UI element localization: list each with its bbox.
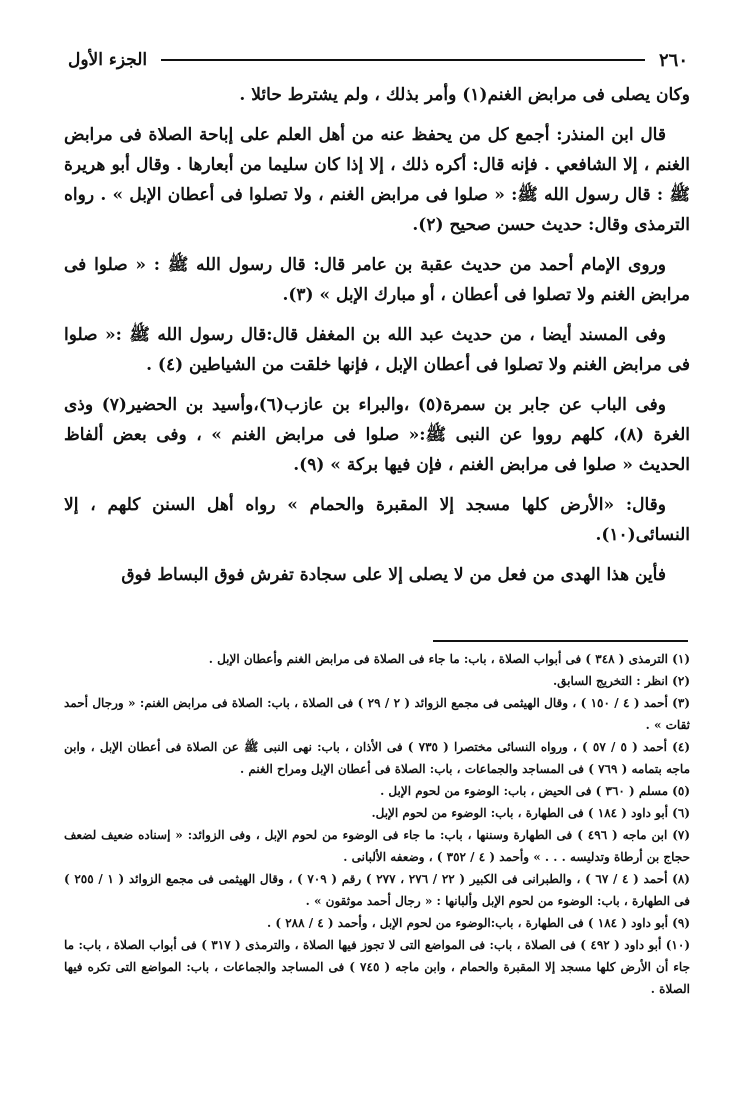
running-header (68, 44, 688, 76)
page-number: ٢٦٠ (658, 49, 688, 71)
footnote: (٤) أحمد ( ٥ / ٥٧ ) ، ورواه النسائى مختصرا ( ٧٣٥ ) فى الأذان ، باب: نهى النبى ﷺ عن الصلاة فى أعطان الإبل ، وابن ماجه بتمامه ( ٧٦٩ ) فى المساجد والجماعات ، باب: الصلاة فى أعطان الإبل ومراح الغنم . (64, 740, 690, 776)
footnote: (٧) ابن ماجه ( ٤٩٦ ) فى الطهارة وسننها ، باب: ما جاء فى الوضوء من لحوم الإبل ، وفى الزوائد: « إسناده ضعيف لضعف حجاج بن أرطاة وتدليسه . . . » وأحمد ( ٤ / ٣٥٢ ) ، وضعفه الألبانى . (64, 828, 691, 864)
part-title: الجزء الأول (68, 50, 148, 70)
main-text (64, 80, 690, 600)
footnote: (١) الترمذى ( ٣٤٨ ) فى أبواب الصلاة ، باب: ما جاء فى الصلاة فى مرابض الغنم وأعطان الإبل . (208, 652, 690, 666)
header-rule (161, 59, 645, 61)
paragraph: وقال: «الأرض كلها مسجد إلا المقبرة والحمام » رواه أهل السنن كلهم ، إلا النسائى(١٠). (64, 495, 690, 545)
paragraph: فأين هذا الهدى من فعل من لا يصلى إلا على سجادة تفرش فوق البساط فوق (121, 565, 666, 585)
paragraph: قال ابن المنذر: أجمع كل من يحفظ عنه من أهل العلم على إباحة الصلاة فى مرابض الغنم ، إلا الشافعي . فإنه قال: أكره ذلك ، إلا إذا كان سليما من أبعارها . وقال أبو هريرة ﷺ : قال رسول الله ﷺ: « صلوا فى مرابض الغنم ، ولا تصلوا فى أعطان الإبل » . رواه الترمذى وقال: حديث حسن صحيح (٢). (64, 125, 690, 235)
paragraph: وروى الإمام أحمد من حديث عقبة بن عامر قال: قال رسول الله ﷺ : « صلوا فى مرابض الغنم ولا تصلوا فى أعطان ، أو مبارك الإبل » (٣). (64, 255, 690, 305)
footnote: (٣) أحمد ( ٤ / ١٥٠ ) ، وقال الهيثمى فى مجمع الزوائد ( ٢ / ٢٩ ) فى الصلاة ، باب: الصلاة فى مرابض الغنم: « ورجال أحمد ثقات » . (64, 696, 690, 732)
paragraph: وكان يصلى فى مرابض الغنم(١) وأمر بذلك ، ولم يشترط حائلا . (239, 85, 690, 105)
paragraph: وفى المسند أيضا ، من حديث عبد الله بن المغفل قال:قال رسول الله ﷺ :« صلوا فى مرابض الغنم ولا تصلوا فى أعطان الإبل ، فإنها خلقت من الشياطين (٤) . (64, 325, 690, 375)
footnote: (١٠) أبو داود ( ٤٩٢ ) فى الصلاة ، باب: فى المواضع التى لا تجوز فيها الصلاة ، والترمذى ( ٣١٧ ) فى أبواب الصلاة ، باب: ما جاء أن الأرض كلها مسجد إلا المقبرة والحمام ، وابن ماجه ( ٧٤٥ ) فى المساجد والجماعات ، باب: المواضع التى تكره فيها الصلاة . (64, 938, 690, 996)
footnote: (٥) مسلم ( ٣٦٠ ) فى الحيض ، باب: الوضوء من لحوم الإبل . (380, 784, 690, 798)
footnote: (٦) أبو داود ( ١٨٤ ) فى الطهارة ، باب: الوضوء من لحوم الإبل. (371, 806, 690, 820)
footnote: (٩) أبو داود ( ١٨٤ ) فى الطهارة ، باب:الوضوء من لحوم الإبل ، وأحمد ( ٤ / ٢٨٨ ) . (266, 916, 690, 930)
footnote: (٢) انظر : التخريج السابق. (552, 674, 690, 688)
footnote: (٨) أحمد ( ٤ / ٦٧ ) ، والطبرانى فى الكبير ( ٢٢ / ٢٧٦ ، ٢٧٧ ) رقم ( ٧٠٩ ) ، وقال الهيثمى فى مجمع الزوائد ( ١ / ٢٥٥ ) فى الطهارة ، باب: الوضوء من لحوم الإبل وألبانها : « رجال أحمد موثقون » . (64, 872, 690, 908)
paragraph: وفى الباب عن جابر بن سمرة(٥) ،والبراء بن عازب(٦)،وأسيد بن الحضير(٧) وذى الغرة (٨)، كلهم رووا عن النبى ﷺ:« صلوا فى مرابض الغنم » ، وفى بعض ألفاظ الحديث « صلوا فى مرابض الغنم ، فإن فيها بركة » (٩). (64, 395, 690, 475)
footnote-separator (433, 640, 688, 642)
footnotes (64, 648, 690, 1000)
